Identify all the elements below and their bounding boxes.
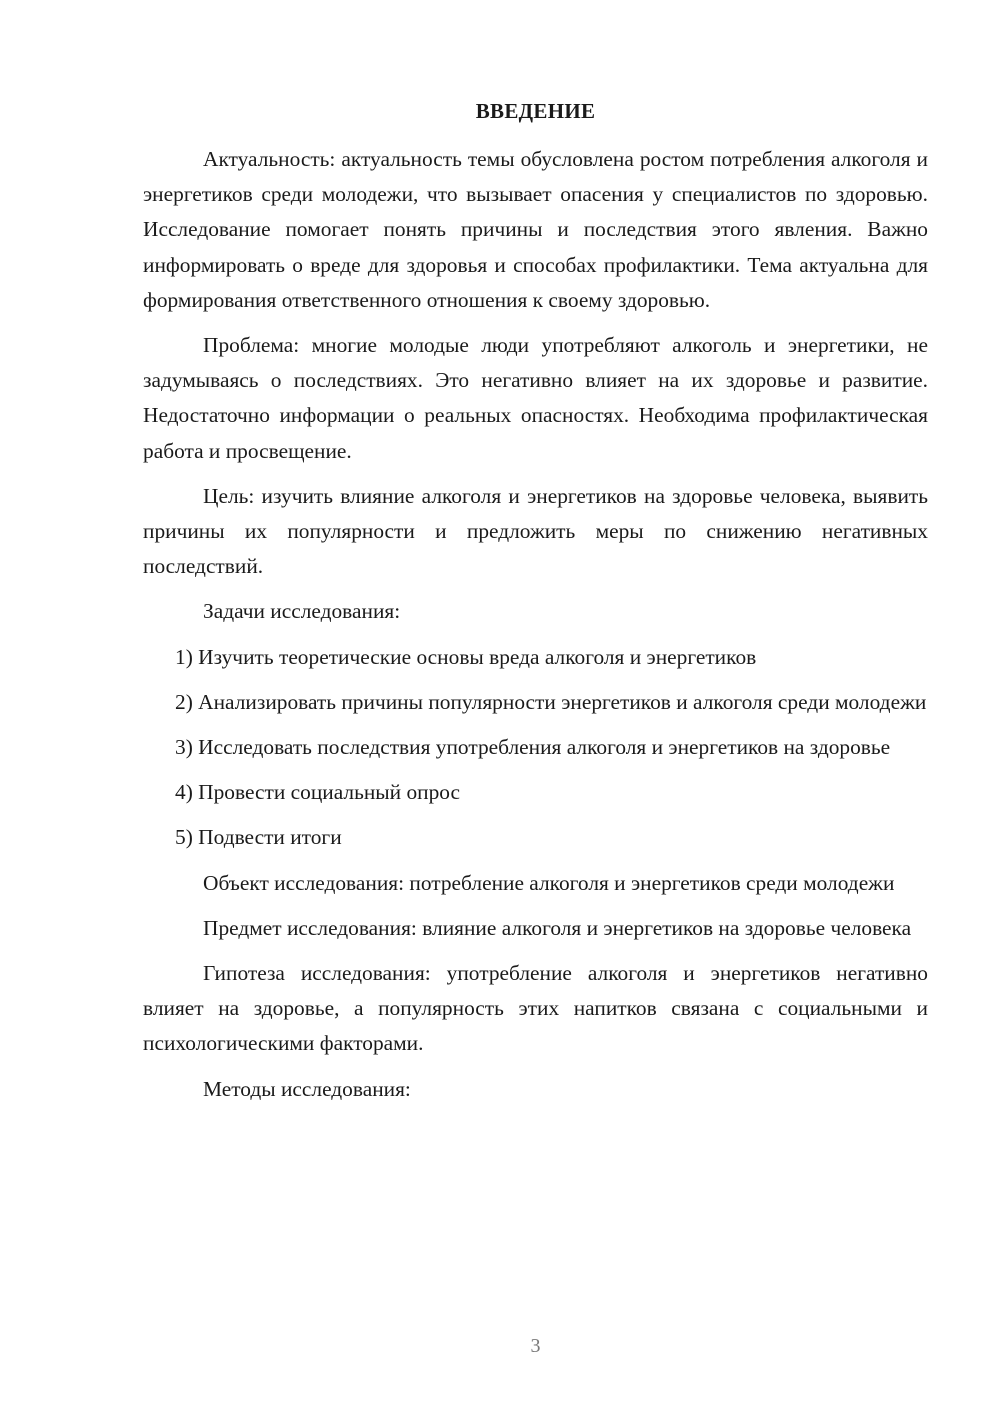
hypothesis-paragraph: Гипотеза исследования: употребление алкоголя и энергетиков негативно влияет на здоровье, а популярность этих напитков связана с социальными и психологическими факторами. bbox=[143, 961, 928, 1056]
tasks-heading: Задачи исследования: bbox=[203, 599, 401, 624]
task-item: 3) Исследовать последствия употребления алкоголя и энергетиков на здоровье bbox=[175, 735, 891, 760]
goal-paragraph: Цель: изучить влияние алкоголя и энергетиков на здоровье человека, выявить причины их популярности и предложить меры по снижению негативных последствий. bbox=[143, 483, 928, 579]
section-heading: ВВЕДЕНИЕ bbox=[475, 99, 596, 123]
document-body bbox=[143, 142, 928, 1117]
subject-paragraph: Предмет исследования: влияние алкоголя и энергетиков на здоровье человека bbox=[203, 915, 912, 940]
methods-heading: Методы исследования: bbox=[203, 1076, 411, 1101]
object-paragraph: Объект исследования: потребление алкоголя и энергетиков среди молодежи bbox=[203, 870, 895, 895]
task-item: 1) Изучить теоретические основы вреда алкоголя и энергетиков bbox=[175, 644, 757, 669]
task-item: 5) Подвести итоги bbox=[175, 825, 342, 850]
page-number: 3 bbox=[530, 1335, 541, 1357]
relevance-paragraph: Актуальность: актуальность темы обусловлена ростом потребления алкоголя и энергетиков среди молодежи, что вызывает опасения у специалистов по здоровью. Исследование помогает понять причины и последствия этого явления. Важно информировать о вреде для здоровья и способах профилактики. Тема актуальна для формирования ответственного отношения к своему здоровью. bbox=[143, 147, 928, 312]
document-page bbox=[143, 0, 928, 1414]
task-item: 4) Провести социальный опрос bbox=[175, 780, 461, 805]
problem-paragraph: Проблема: многие молодые люди употребляют алкоголь и энергетики, не задумываясь о последствиях. Это негативно влияет на их здоровье и развитие. Недостаточно информации о реальных опасностях. Необходима профилактическая работа и просвещение. bbox=[143, 333, 928, 463]
task-item: 2) Анализировать причины популярности энергетиков и алкоголя среди молодежи bbox=[175, 689, 927, 714]
